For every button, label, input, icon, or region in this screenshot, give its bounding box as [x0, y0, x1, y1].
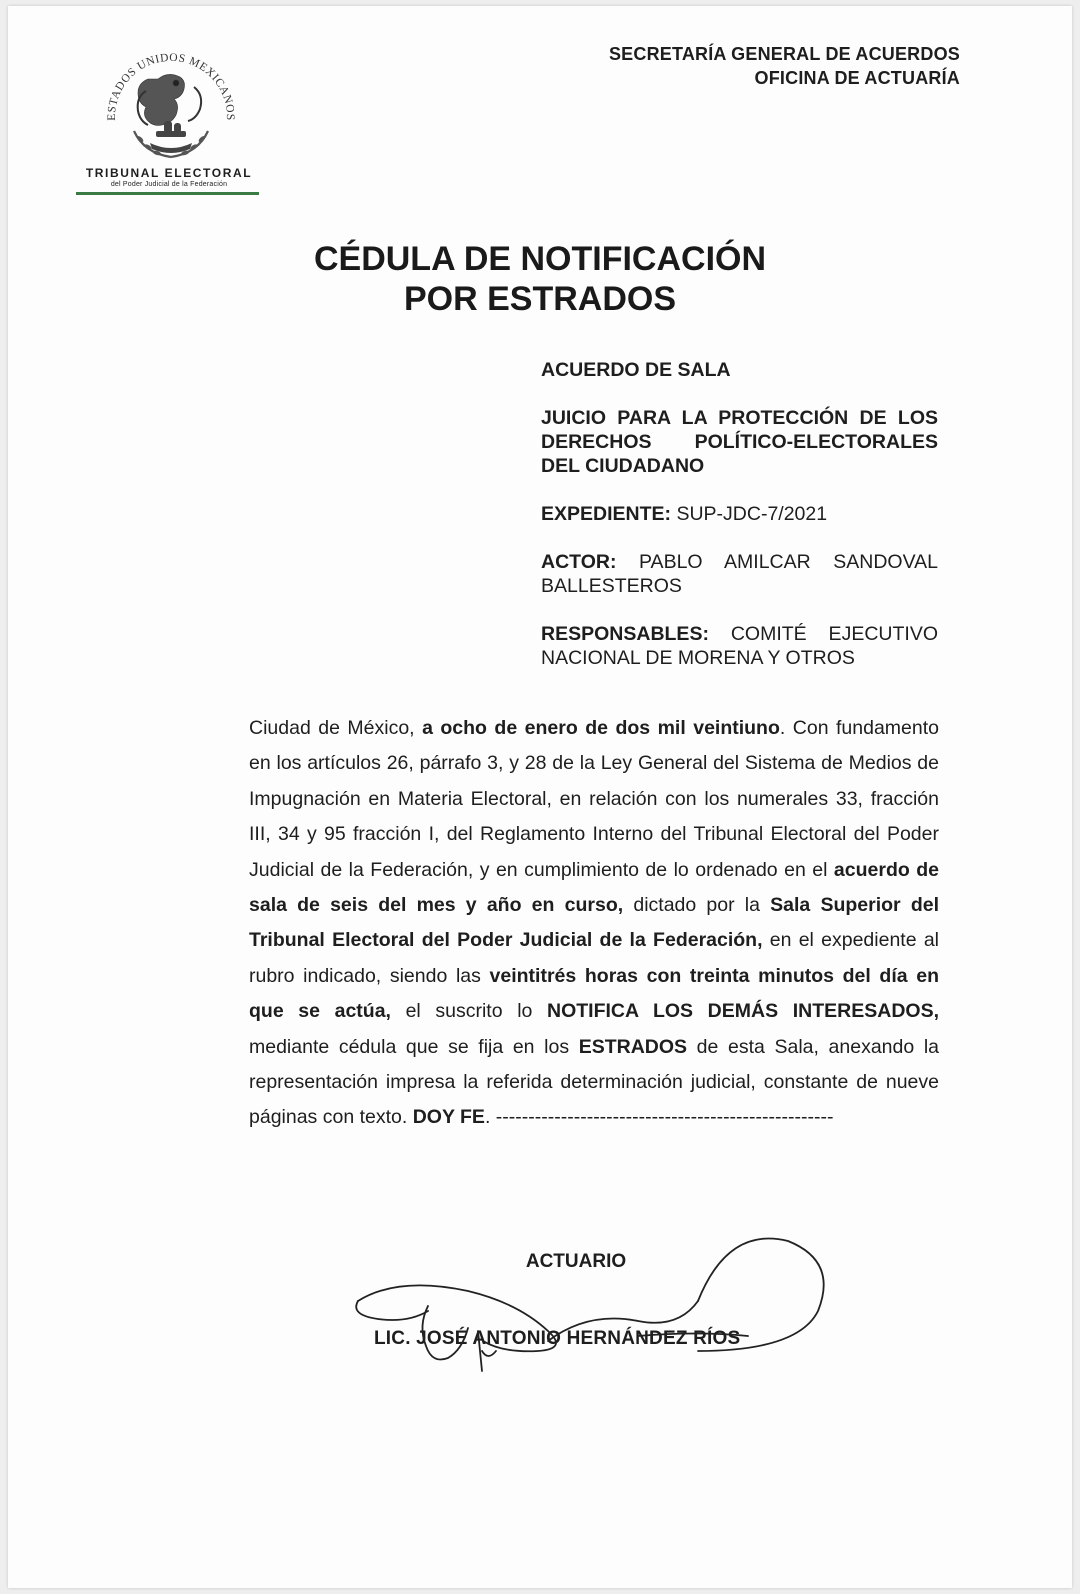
office-line-2: OFICINA DE ACTUARÍA	[754, 68, 960, 88]
expediente-value: SUP-JDC-7/2021	[676, 503, 828, 525]
document-title	[8, 239, 1072, 319]
body-segment: dictado por la	[623, 894, 771, 917]
body-notifica: NOTIFICA LOS DEMÁS INTERESADOS,	[547, 1000, 939, 1023]
body-sala: Sala Superior del Tribunal Electoral del Poder Judicial de la Federación,	[249, 894, 939, 952]
body-time: veintitrés horas con treinta minutos del día en que se actúa,	[249, 964, 939, 1023]
acuerdo-type: ACUERDO DE SALA	[541, 359, 731, 381]
body-segment: en el expediente al rubro indicado, siendo las	[249, 929, 939, 987]
actor-row	[541, 550, 938, 598]
notification-body	[249, 711, 939, 1136]
svg-text:ESTADOS UNIDOS MEXICANOS: ESTADOS UNIDOS MEXICANOS	[105, 51, 237, 121]
actor-value: PABLO AMILCAR SANDOVAL BALLESTEROS	[541, 551, 938, 597]
case-metadata	[541, 358, 938, 694]
court-divider	[76, 192, 259, 195]
actor-label: ACTOR:	[541, 551, 617, 573]
body-segment: Ciudad de México,	[249, 717, 423, 739]
document-title-line-2: POR ESTRADOS	[403, 280, 677, 318]
court-name	[76, 166, 262, 188]
mexican-coat-of-arms-icon	[98, 39, 244, 185]
juicio-type: JUICIO PARA LA PROTECCIÓN DE LOS DERECHOS POLÍTICO-ELECTORALES DEL CIUDADANO	[541, 407, 938, 477]
expediente-row	[541, 502, 938, 526]
court-name-subtitle: del Poder Judicial de la Federación	[110, 181, 228, 188]
body-segment: el suscrito lo	[390, 1000, 547, 1023]
body-date: a ocho de enero de dos mil veintiuno	[422, 717, 780, 739]
body-dash-line: . ----------------------------------------------------	[484, 1106, 834, 1129]
office-line-1: SECRETARÍA GENERAL DE ACUERDOS	[608, 44, 960, 64]
body-acuerdo: acuerdo de sala de seis del mes y año en curso,	[249, 858, 939, 917]
responsables-row	[541, 622, 938, 670]
responsables-value: COMITÉ EJECUTIVO NACIONAL DE MORENA Y OTROS	[541, 623, 938, 669]
signer-role: ACTUARIO	[525, 1251, 627, 1272]
body-doy-fe: DOY FE	[412, 1106, 485, 1129]
document-page	[8, 6, 1072, 1588]
office-header	[609, 42, 960, 90]
expediente-label: EXPEDIENTE:	[541, 503, 672, 525]
body-segment: de esta Sala, anexando la representación impresa la referida determinación judicial, constante de nueve páginas con texto.	[249, 1035, 939, 1129]
body-segment: . Con fundamento en los artículos 26, párrafo 3, y 28 de la Ley General del Sistema de Medios de Impugnación en Materia Electoral, en relación con los numerales 33, fracción III, 34 y 95 fracción I, del Reglamento Interno del Tribunal Electoral del Poder Judicial de la Federación, y en cumplimiento de lo ordenado en el	[249, 717, 940, 881]
document-title-line-1: CÉDULA DE NOTIFICACIÓN	[313, 240, 767, 278]
signer-name: LIC. JOSÉ ANTONIO HERNÁNDEZ RÍOS	[374, 1328, 741, 1349]
court-name-title: TRIBUNAL ELECTORAL	[85, 166, 253, 180]
body-estrados: ESTRADOS	[578, 1035, 688, 1058]
body-segment: mediante cédula que se fija en los	[249, 1035, 579, 1058]
handwritten-signature	[338, 1231, 858, 1381]
responsables-label: RESPONSABLES:	[541, 623, 709, 645]
